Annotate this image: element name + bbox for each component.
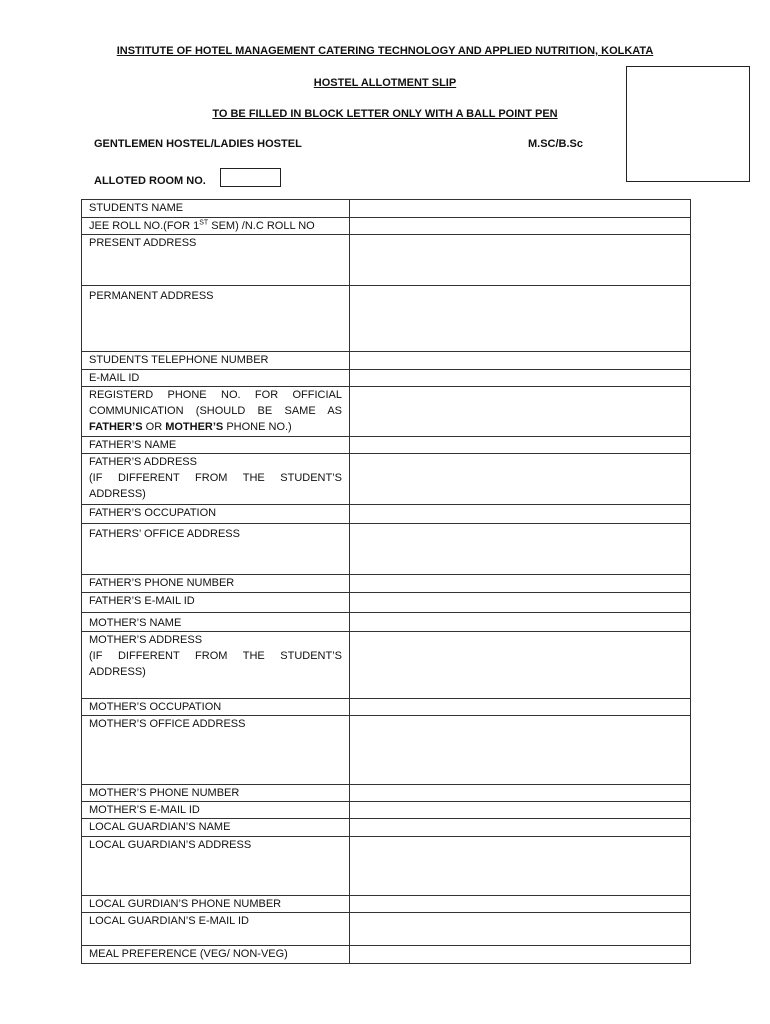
field-fathers-occupation[interactable] [350, 505, 691, 524]
row-guardian-address [82, 837, 691, 896]
allotment-form-table [81, 199, 691, 964]
label-guardian-phone: LOCAL GURDIAN’S PHONE NUMBER [82, 896, 350, 913]
field-students-name[interactable] [350, 200, 691, 218]
hostel-type-label: GENTLEMEN HOSTEL/LADIES HOSTEL [94, 138, 302, 150]
row-present-address [82, 235, 691, 286]
field-guardian-name[interactable] [350, 819, 691, 837]
row-fathers-address [82, 454, 691, 505]
label-mothers-email: MOTHER’S E-MAIL ID [82, 802, 350, 819]
room-number-field[interactable] [220, 168, 281, 187]
room-number-label: ALLOTED ROOM NO. [94, 175, 206, 187]
label-mothers-office-address: MOTHER’S OFFICE ADDRESS [82, 716, 350, 785]
row-mothers-phone [82, 785, 691, 802]
label-fathers-phone: FATHER’S PHONE NUMBER [82, 575, 350, 593]
field-registered-phone[interactable] [350, 387, 691, 437]
label-guardian-address: LOCAL GUARDIAN’S ADDRESS [82, 837, 350, 896]
field-mothers-phone[interactable] [350, 785, 691, 802]
field-fathers-email[interactable] [350, 593, 691, 613]
field-meal-preference[interactable] [350, 946, 691, 964]
row-jee-roll [82, 218, 691, 235]
row-guardian-phone [82, 896, 691, 913]
label-present-address: PRESENT ADDRESS [82, 235, 350, 286]
field-present-address[interactable] [350, 235, 691, 286]
label-mothers-address: MOTHER’S ADDRESS (IF DIFFERENT FROM THE STUDENT’S ADDRESS) [82, 632, 350, 699]
course-label: M.SC/B.Sc [528, 138, 584, 150]
field-fathers-phone[interactable] [350, 575, 691, 593]
label-fathers-email: FATHER’S E-MAIL ID [82, 593, 350, 613]
row-meal-preference [82, 946, 691, 964]
row-mothers-address [82, 632, 691, 699]
field-mothers-email[interactable] [350, 802, 691, 819]
row-fathers-office-address [82, 524, 691, 575]
row-guardian-name [82, 819, 691, 837]
field-mothers-office-address[interactable] [350, 716, 691, 785]
label-fathers-name: FATHER’S NAME [82, 437, 350, 454]
row-email [82, 370, 691, 387]
label-students-name: STUDENTS NAME [82, 200, 350, 218]
row-mothers-occupation [82, 699, 691, 716]
field-telephone[interactable] [350, 352, 691, 370]
label-telephone: STUDENTS TELEPHONE NUMBER [82, 352, 350, 370]
label-fathers-occupation: FATHER’S OCCUPATION [82, 505, 350, 524]
label-email: E-MAIL ID [82, 370, 350, 387]
row-mothers-office-address [82, 716, 691, 785]
label-permanent-address: PERMANENT ADDRESS [82, 286, 350, 352]
field-mothers-address[interactable] [350, 632, 691, 699]
label-mothers-phone: MOTHER’S PHONE NUMBER [82, 785, 350, 802]
row-telephone [82, 352, 691, 370]
row-permanent-address [82, 286, 691, 352]
row-fathers-occupation [82, 505, 691, 524]
label-fathers-office-address: FATHERS’ OFFICE ADDRESS [82, 524, 350, 575]
field-permanent-address[interactable] [350, 286, 691, 352]
label-guardian-email: LOCAL GUARDIAN’S E-MAIL ID [82, 913, 350, 946]
label-mothers-occupation: MOTHER’S OCCUPATION [82, 699, 350, 716]
field-guardian-address[interactable] [350, 837, 691, 896]
field-guardian-email[interactable] [350, 913, 691, 946]
label-meal-preference: MEAL PREFERENCE (VEG/ NON-VEG) [82, 946, 350, 964]
field-fathers-address[interactable] [350, 454, 691, 505]
row-mothers-name [82, 613, 691, 632]
label-jee-roll: JEE ROLL NO.(FOR 1ST SEM) /N.C ROLL NO [82, 218, 350, 235]
field-jee-roll[interactable] [350, 218, 691, 235]
label-mothers-name: MOTHER’S NAME [82, 613, 350, 632]
row-mothers-email [82, 802, 691, 819]
field-mothers-name[interactable] [350, 613, 691, 632]
institute-title: INSTITUTE OF HOTEL MANAGEMENT CATERING TECHNOLOGY AND APPLIED NUTRITION, KOLKATA [116, 45, 654, 57]
instruction-text: TO BE FILLED IN BLOCK LETTER ONLY WITH A BALL POINT PEN [212, 108, 558, 120]
row-students-name [82, 200, 691, 218]
row-fathers-email [82, 593, 691, 613]
field-email[interactable] [350, 370, 691, 387]
row-guardian-email [82, 913, 691, 946]
field-fathers-name[interactable] [350, 437, 691, 454]
slip-title: HOSTEL ALLOTMENT SLIP [313, 77, 457, 89]
row-fathers-name [82, 437, 691, 454]
row-fathers-phone [82, 575, 691, 593]
photo-box[interactable] [626, 66, 750, 182]
field-mothers-occupation[interactable] [350, 699, 691, 716]
field-fathers-office-address[interactable] [350, 524, 691, 575]
row-registered-phone [82, 387, 691, 437]
label-guardian-name: LOCAL GUARDIAN’S NAME [82, 819, 350, 837]
label-fathers-address: FATHER’S ADDRESS (IF DIFFERENT FROM THE STUDENT’S ADDRESS) [82, 454, 350, 505]
label-registered-phone: REGISTERD PHONE NO. FOR OFFICIAL COMMUNICATION (SHOULD BE SAME AS FATHER’S OR MOTHER’S PHONE NO.) [82, 387, 350, 437]
field-guardian-phone[interactable] [350, 896, 691, 913]
